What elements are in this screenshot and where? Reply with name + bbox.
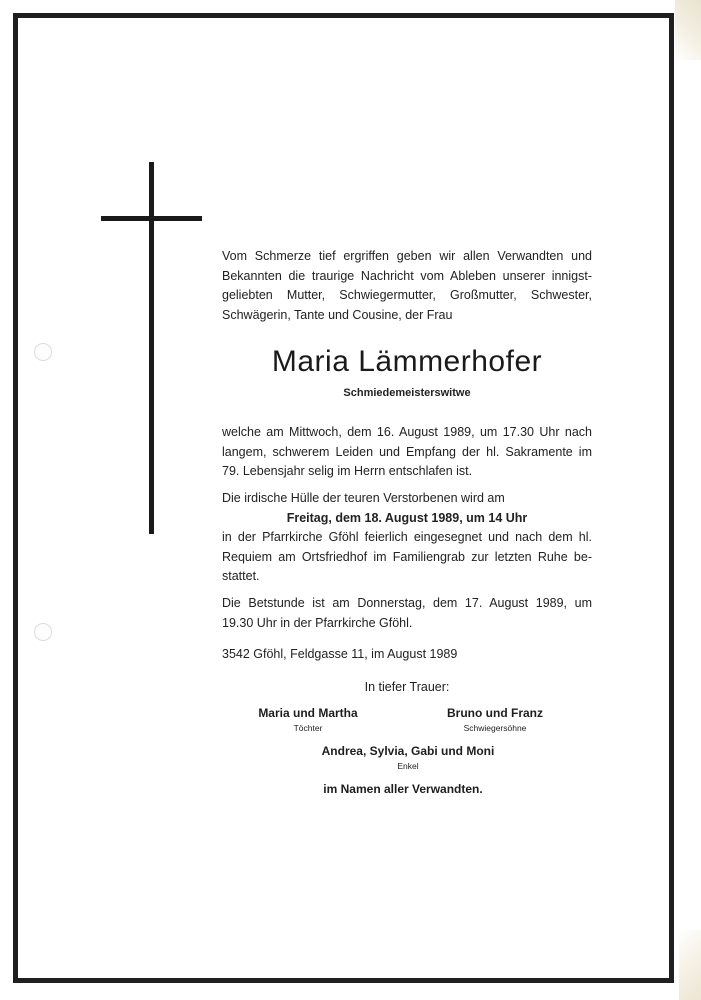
death-line: welche am Mittwoch, dem 16. August 1989, um 17.30 Uhr nach [222,425,592,439]
paper-corner-shadow-bottom [679,930,701,1000]
place-date-text: 3542 Gföhl, Feldgasse 11, im August 1989 [222,647,458,661]
closing-line: im Namen aller Verwandten. [323,782,483,796]
death-line: langem, schwerem Leiden und Empfang der hl. Sakramente im [222,444,592,459]
mourner-role: Schwiegersöhne [463,723,527,733]
prayer-paragraph [222,594,592,633]
intro-paragraph [222,247,592,325]
mourning-heading: In tiefer Trauer: [364,680,450,694]
funeral-line: Requiem am Ortsfriedhof im Familiengrab zur letzten Ruhe be- [222,549,592,564]
mourner-grandchildren [298,744,518,771]
deceased-name: Maria Lämmerhofer [271,345,543,378]
prayer-line: Die Betstunde ist am Donnerstag, dem 17. August 1989, um [222,596,592,610]
death-paragraph [222,423,592,482]
deceased-title: Schmiedemeisterswitwe [343,387,471,399]
mourner-daughters [248,706,368,733]
death-line: 79. Lebensjahr selig im Herrn entschlafen ist. [222,464,473,478]
place-date [222,645,592,665]
mourner-names: Maria und Martha [258,706,358,720]
mourner-names: Andrea, Sylvia, Gabi und Moni [321,744,495,758]
intro-line: Bekannten die traurige Nachricht vom Ableben unserer innigst- [222,268,592,283]
intro-line: Schwägerin, Tante und Cousine, der Frau [222,307,453,322]
paper-corner-shadow-top [675,0,701,60]
mourner-role: Enkel [397,761,419,771]
funeral-line: stattet. [222,569,260,583]
intro-line: Vom Schmerze tief ergriffen geben wir allen Verwandten und [222,249,592,263]
mourner-sons-in-law [440,706,550,733]
funeral-intro: Die irdische Hülle der teuren Verstorbenen wird am [222,491,505,505]
mourner-names: Bruno und Franz [447,706,543,720]
cross-icon-horizontal [101,216,202,221]
intro-line: geliebten Mutter, Schwiegermutter, Großmutter, Schwester, [222,288,592,302]
funeral-date: Freitag, dem 18. August 1989, um 14 Uhr [286,510,528,525]
mourner-role: Töchter [293,723,323,733]
funeral-paragraph [222,489,592,587]
funeral-line: in der Pfarrkirche Gföhl feierlich eingesegnet und nach dem hl. [222,530,592,544]
prayer-line: 19.30 Uhr in der Pfarrkirche Gföhl. [222,615,413,630]
